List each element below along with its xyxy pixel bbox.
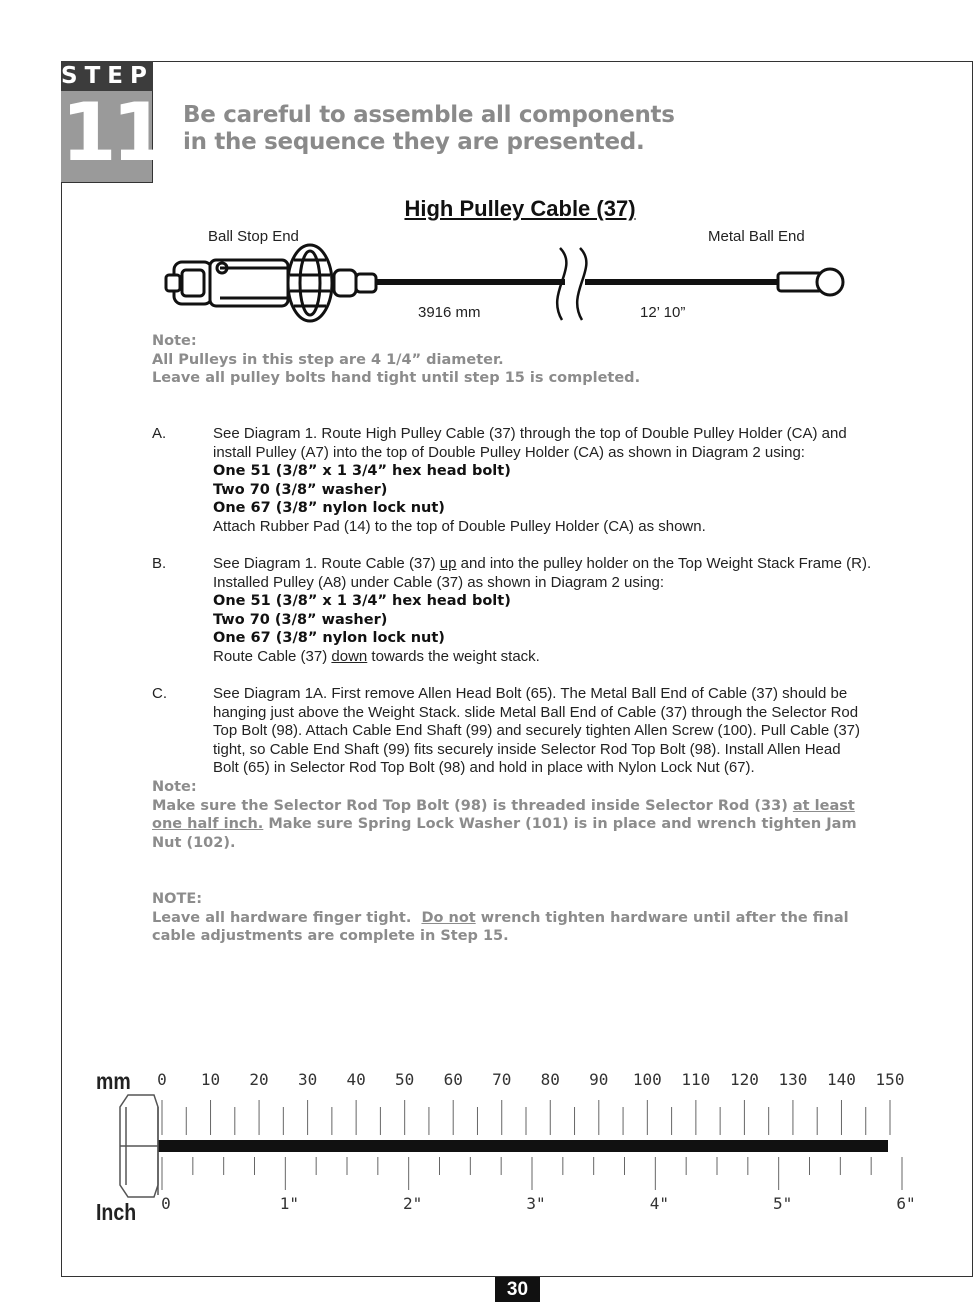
inch-tick-label: 0 <box>161 1194 171 1213</box>
mm-tick-label: 150 <box>875 1070 905 1089</box>
cable-right-end-label: Metal Ball End <box>708 228 805 245</box>
underlined-word: at least <box>792 797 855 814</box>
underlined-word: Do not <box>421 909 476 926</box>
mm-tick-label: 110 <box>681 1070 711 1089</box>
note-pulleys-line-2: Leave all pulley bolts hand tight until step 15 is completed. <box>152 370 641 387</box>
inch-tick-label: 5" <box>773 1194 793 1213</box>
note-hardware-heading: NOTE: <box>152 891 203 907</box>
note-pulleys-heading: Note: <box>152 333 197 349</box>
step-item-c <box>213 685 903 778</box>
note-selector-rod-line-3: Nut (102). <box>152 834 236 851</box>
step-item-c-line-1: See Diagram 1A. First remove Allen Head Bolt (65). The Metal Ball End of Cable (37) should be <box>213 685 848 702</box>
inch-tick-label: 3" <box>526 1194 546 1213</box>
ball-stop <box>288 245 376 321</box>
step-item-b <box>213 555 903 667</box>
inch-tick-label: 2" <box>403 1194 423 1213</box>
mm-tick-label: 70 <box>492 1070 512 1089</box>
step-item-b-line-2: Installed Pulley (A8) under Cable (37) as shown in Diagram 2 using: <box>213 573 665 591</box>
ball-stop-end-fitting <box>166 260 288 306</box>
inch-tick-label: 6" <box>896 1194 916 1213</box>
mm-tick-label: 30 <box>297 1070 318 1089</box>
inch-tick-label: 1" <box>279 1194 299 1213</box>
mm-tick-label: 20 <box>249 1070 269 1089</box>
text-span: Leave all hardware finger tight. <box>152 909 422 926</box>
note-hardware <box>152 890 892 946</box>
cable-break-mark-right <box>577 248 586 320</box>
text-span: wrench tighten hardware until after the final <box>475 909 849 926</box>
underlined-word: one half inch. <box>152 816 264 833</box>
text-span: towards the weight stack. <box>367 647 540 665</box>
mm-scale <box>157 1070 904 1135</box>
headline-line-2: in the sequence they are presented. <box>183 129 645 155</box>
step-item-c-letter: C. <box>152 685 167 702</box>
step-item-c-line-3: Top Bolt (98). Attach Cable End Shaft (99) and securely tighten Allen Screw (100). Pull Cable (37) <box>213 722 861 740</box>
headline <box>183 102 743 156</box>
cable-illustration <box>160 240 860 330</box>
step-number: 11 <box>61 86 163 179</box>
ruler-mm-label: mm <box>96 1068 131 1094</box>
step-item-c-line-5: Bolt (65) in Selector Rod Top Bolt (98) and hold in place with Nylon Lock Nut (67). <box>213 759 755 777</box>
cable-length-mm: 3916 mm <box>418 304 481 321</box>
mm-tick-label: 120 <box>729 1070 759 1089</box>
cable-left-end-label: Ball Stop End <box>208 228 299 245</box>
step-item-c-line-4: tight, so Cable End Shaft (99) fits securely inside Selector Rod Top Bolt (98). Install Allen Head <box>213 740 841 758</box>
note-pulleys <box>152 332 640 388</box>
step-item-b-line-1 <box>213 555 903 574</box>
mm-tick-label: 0 <box>157 1070 167 1089</box>
page-number: 30 <box>495 1277 540 1302</box>
mm-tick-label: 10 <box>200 1070 221 1089</box>
text-span: Make sure Spring Lock Washer (101) is in place and wrench tighten Jam <box>263 816 857 833</box>
hardware-nut: One 67 (3/8” nylon lock nut) <box>213 630 445 647</box>
bolt-ruler <box>110 1065 920 1225</box>
step-item-c-line-2: hanging just above the Weight Stack. slide Metal Ball End of Cable (37) through the Selector Rod <box>213 703 859 721</box>
note-selector-rod-line-2 <box>152 815 892 834</box>
mm-tick-label: 60 <box>443 1070 463 1089</box>
note-selector-rod-line-1 <box>152 797 892 816</box>
step-item-b-letter: B. <box>152 555 167 572</box>
hardware-washer: Two 70 (3/8” washer) <box>213 611 388 628</box>
cable-title: High Pulley Cable (37) <box>404 196 636 221</box>
note-selector-rod <box>152 778 892 852</box>
note-hardware-line-1 <box>152 909 892 928</box>
mm-tick-label: 40 <box>346 1070 366 1089</box>
mm-tick-label: 130 <box>778 1070 808 1089</box>
step-item-a <box>213 425 903 537</box>
mm-tick-label: 80 <box>540 1070 560 1089</box>
mm-tick-label: 90 <box>589 1070 609 1089</box>
text-span: and into the pulley holder on the Top Weight Stack Frame (R). <box>456 555 872 572</box>
underlined-word: down <box>331 647 368 665</box>
step-item-b-line-3 <box>213 648 903 667</box>
note-pulleys-line-1: All Pulleys in this step are 4 1/4” diameter. <box>152 351 504 368</box>
metal-ball-end-fitting <box>778 269 843 295</box>
step-item-a-letter: A. <box>152 425 167 442</box>
step-item-a-line-1: See Diagram 1. Route High Pulley Cable (37) through the top of Double Pulley Holder (CA) and <box>213 425 847 442</box>
underlined-word: up <box>439 555 457 572</box>
step-item-a-line-3: Attach Rubber Pad (14) to the top of Double Pulley Holder (CA) as shown. <box>213 517 706 535</box>
inch-tick-label: 4" <box>649 1194 669 1213</box>
note-hardware-line-2: cable adjustments are complete in Step 15. <box>152 928 509 945</box>
hardware-bolt: One 51 (3/8” x 1 3/4” hex head bolt) <box>213 463 511 480</box>
step-item-a-line-2: install Pulley (A7) into the top of Double Pulley Holder (CA) as shown in Diagram 2 using: <box>213 443 805 461</box>
hardware-washer: Two 70 (3/8” washer) <box>213 481 388 498</box>
text-span: Route Cable (37) <box>213 647 332 665</box>
headline-line-1: Be careful to assemble all components <box>183 102 675 128</box>
bolt-head <box>120 1095 158 1197</box>
hardware-bolt: One 51 (3/8” x 1 3/4” hex head bolt) <box>213 593 511 610</box>
ruler-inch-label: Inch <box>96 1199 137 1225</box>
mm-tick-label: 50 <box>395 1070 415 1089</box>
bolt-shaft <box>158 1140 888 1152</box>
mm-tick-label: 140 <box>827 1070 856 1089</box>
text-span: Make sure the Selector Rod Top Bolt (98) is threaded inside Selector Rod (33) <box>152 797 793 814</box>
hardware-nut: One 67 (3/8” nylon lock nut) <box>213 500 445 517</box>
cable-length-ft: 12’ 10” <box>640 304 686 321</box>
inch-scale <box>161 1157 915 1213</box>
mm-tick-label: 100 <box>632 1070 662 1089</box>
step-label: STEP <box>61 63 154 89</box>
note-selector-rod-heading: Note: <box>152 779 197 795</box>
text-span: See Diagram 1. Route Cable (37) <box>213 555 440 572</box>
